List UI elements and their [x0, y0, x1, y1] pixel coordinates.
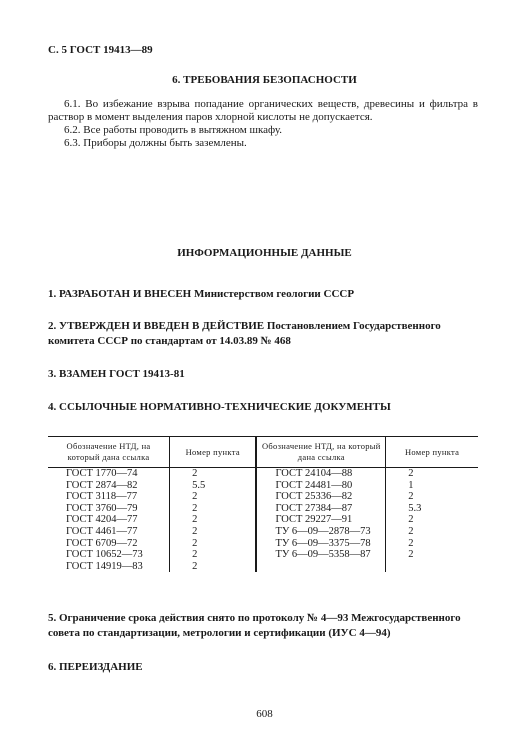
right-point-cell: 2: [408, 537, 414, 549]
right-doc-cell: ГОСТ 24104—88: [275, 468, 353, 479]
right-doc-cell: ГОСТ 24481—80: [275, 479, 353, 491]
left-doc-cell: ГОСТ 3118—77: [66, 491, 138, 503]
right-point-cell: 1: [408, 479, 414, 491]
left-point-cell: 2: [192, 502, 198, 514]
safety-paragraph-3: 6.3. Приборы должны быть заземлены.: [64, 137, 247, 149]
table-header-point-right: Номер пункта: [386, 437, 478, 468]
info-item-2-lead: УТВЕРЖДЕН И ВВЕДЕН В ДЕЙСТВИЕ: [59, 320, 265, 332]
left-doc-cell: ГОСТ 14919—83: [66, 560, 143, 572]
right-point-cell: 2: [408, 549, 414, 561]
right-doc-cell: ТУ 6—09—3375—78: [275, 537, 371, 549]
table-header-row: [48, 437, 478, 468]
right-point-cell: 5.3: [408, 502, 422, 514]
left-point-cell: 2: [192, 514, 198, 526]
safety-paragraph-2: 6.2. Все работы проводить в вытяжном шкафу.: [64, 124, 283, 136]
info-section-title: ИНФОРМАЦИОННЫЕ ДАННЫЕ: [177, 247, 352, 259]
info-item-2-text: Постановлением Государственного комитета СССР по стандартам от 14.03.89 № 468: [48, 320, 441, 347]
info-item-2-number: 2.: [48, 320, 57, 332]
info-item-5: 5. Ограничение срока действия снято по протоколу № 4—93 Межгосударственного совета по стандартизации, метрологии и сертификации (ИУС 4—94): [48, 612, 461, 639]
right-point-cell: 2: [408, 525, 414, 537]
left-point-column: [170, 468, 257, 573]
safety-section-title: 6. ТРЕБОВАНИЯ БЕЗОПАСНОСТИ: [172, 74, 357, 86]
right-point-cell: 2: [408, 491, 414, 503]
right-doc-cell: ГОСТ 27384—87: [275, 502, 353, 514]
table-row: [48, 468, 478, 573]
info-item-1: [48, 287, 484, 302]
left-point-cell: 2: [192, 525, 198, 537]
right-point-column: [386, 468, 478, 573]
info-item-2: [48, 319, 484, 349]
right-doc-cell: ГОСТ 25336—82: [275, 491, 353, 503]
left-point-cell: 2: [192, 468, 198, 479]
right-doc-cell: ТУ 6—09—5358—87: [275, 549, 371, 561]
right-doc-cell: ГОСТ 29227—91: [275, 514, 353, 526]
left-doc-cell: ГОСТ 4204—77: [66, 514, 138, 526]
table-header-point-left: Номер пункта: [170, 437, 257, 468]
left-point-cell: 5.5: [192, 479, 206, 491]
left-point-cell: 2: [192, 549, 198, 561]
reference-documents-table: [48, 436, 478, 572]
info-item-1-lead: РАЗРАБОТАН И ВНЕСЕН: [59, 288, 192, 300]
info-item-1-number: 1.: [48, 288, 57, 300]
left-doc-cell: ГОСТ 4461—77: [66, 525, 138, 537]
left-doc-column: [48, 468, 170, 573]
safety-paragraph-1: 6.1. Во избежание взрыва попадание органических веществ, древесины и фильтра в раствор в момент выделения паров хлорной кислоты не допускается.: [48, 98, 478, 123]
info-item-1-text: Министерством геологии СССР: [193, 288, 355, 300]
right-point-cell: 2: [408, 468, 414, 479]
table-header-doc-left: Обозначение НТД, на который дана ссылка: [48, 437, 170, 468]
right-doc-column: [256, 468, 385, 573]
left-doc-cell: ГОСТ 1770—74: [66, 468, 138, 479]
left-point-cell: 2: [192, 491, 198, 503]
info-item-4: 4. ССЫЛОЧНЫЕ НОРМАТИВНО-ТЕХНИЧЕСКИЕ ДОКУМЕНТЫ: [48, 401, 391, 413]
page-number: 608: [256, 708, 273, 720]
left-doc-cell: ГОСТ 6709—72: [66, 537, 138, 549]
left-doc-cell: ГОСТ 3760—79: [66, 502, 138, 514]
left-doc-cell: ГОСТ 2874—82: [66, 479, 138, 491]
table-header-doc-right: Обозначение НТД, на который дана ссылка: [256, 437, 385, 468]
info-item-6: 6. ПЕРЕИЗДАНИЕ: [48, 661, 143, 673]
right-point-cell: 2: [408, 514, 414, 526]
right-doc-cell: ТУ 6—09—2878—73: [275, 525, 371, 537]
left-point-cell: 2: [192, 537, 198, 549]
left-point-cell: 2: [192, 560, 198, 572]
info-item-3: 3. ВЗАМЕН ГОСТ 19413-81: [48, 368, 185, 380]
page-header: С. 5 ГОСТ 19413—89: [48, 44, 153, 56]
left-doc-cell: ГОСТ 10652—73: [66, 549, 143, 561]
